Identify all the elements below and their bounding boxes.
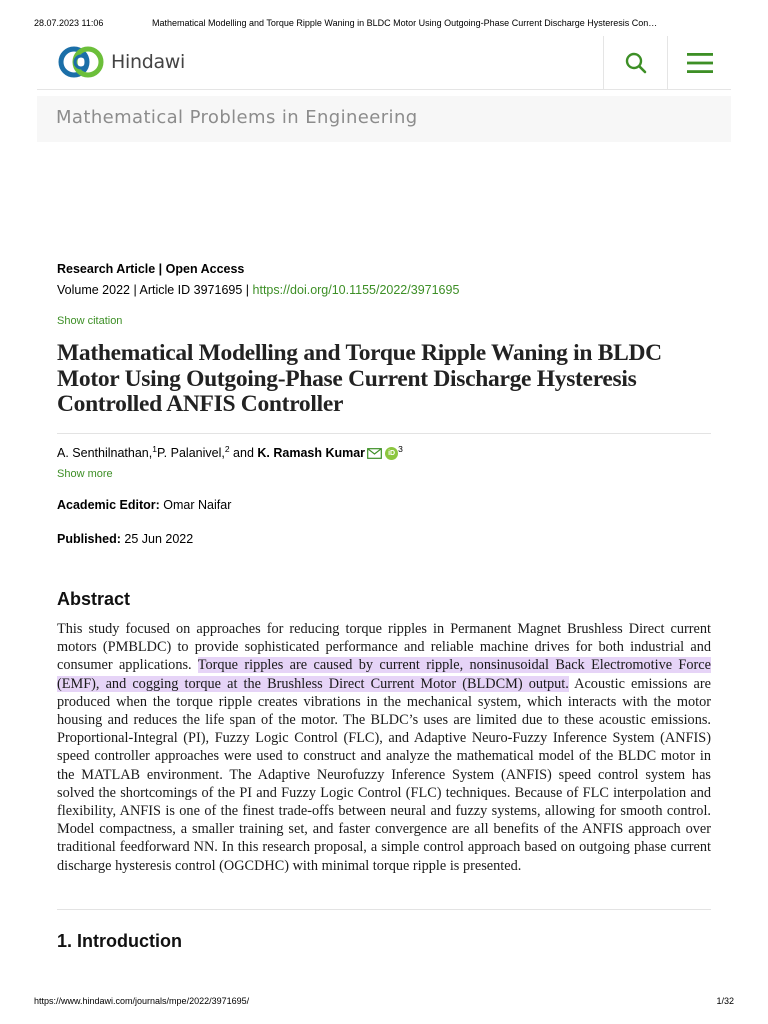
editor-name: Omar Naifar [159,498,232,512]
divider [57,909,711,910]
show-more-link[interactable]: Show more [57,468,113,480]
search-button[interactable] [603,36,667,89]
affiliation-sup: 1 [152,444,157,454]
print-title: Mathematical Modelling and Torque Ripple Waning in BLDC Motor Using Outgoing-Phase Current Discharge Hysteresis Con… [152,18,658,28]
search-icon [624,51,648,75]
abstract-text [57,620,711,875]
abstract-text-part: This study focused on approaches for reducing torque ripples in Permanent Magnet Brushless Direct current motors (PMBLDC) to provide sophisticated performance and reliable machine drives for both industrial and consumer applications. [57,621,711,674]
print-header [0,0,768,30]
author-name[interactable]: A. Senthilnathan, [57,446,153,460]
print-footer [0,994,768,1024]
hindawi-logo[interactable] [57,44,185,80]
journal-banner [37,96,731,142]
orcid-icon[interactable]: iD [385,447,398,460]
print-date: 28.07.2023 11:06 [34,18,104,28]
logo-text: Hindawi [111,51,186,73]
divider [57,433,711,434]
introduction-heading: 1. Introduction [57,931,182,951]
affiliation-sup: 2 [224,444,230,454]
mail-icon[interactable] [367,448,382,459]
print-page-number: 1/32 [716,996,734,1006]
show-citation-link[interactable]: Show citation [57,315,123,327]
abstract-text-part: Acoustic emissions are produced when the torque ripple creates vibrations in the mechanical system, which interacts with the motor housing and reduces the life span of the motor. The BLDC’s uses are limited due to these acoustic emissions. Proportional-Integral (PI), Fuzzy Logic Control (FLC), and Adaptive Neuro-Fuzzy Inference System (ANFIS) speed controller approaches were used to construct and analyze the mathematical model of the BLDC motor in the MATLAB environment. The Adaptive Neurofuzzy Inference System (ANFIS) speed control system has solved the shortcomings of the PI and Fuzzy Logic Control (FLC) techniques. Because of FLC interpolation and flexibility, ANFIS is one of the finest trade-offs between neural and fuzzy systems, allowing for smooth control. Model compactness, a smaller training set, and faster convergence are all benefits of the ANFIS approach over traditional feedforward NN. In this research proposal, a simple control approach based on outgoing phase current discharge hysteresis control (OGCDHC) with minimal torque ripple is presented. [57,675,711,874]
article-title: Mathematical Modelling and Torque Ripple Waning in BLDC Motor Using Outgoing-Phase Current Discharge Hysteresis Controlled ANFIS Controller [57,340,662,417]
site-header [37,36,731,90]
published-date [57,532,193,546]
published-value: 25 Jun 2022 [120,532,194,546]
author-conjunction: and [229,446,258,460]
hamburger-icon [687,52,713,74]
volume-info: Volume 2022 | Article ID 3971695 | [57,283,253,297]
journal-name[interactable]: Mathematical Problems in Engineering [56,107,418,128]
print-url: https://www.hindawi.com/journals/mpe/2022/3971695/ [34,996,250,1006]
hindawi-rings-icon [57,44,107,80]
menu-button[interactable] [667,36,731,89]
published-label: Published: [57,532,121,546]
affiliation-sup: 3 [398,444,403,454]
editor-label: Academic Editor: [57,498,160,512]
academic-editor [57,498,231,512]
doi-link[interactable]: https://doi.org/10.1155/2022/3971695 [252,283,460,297]
author-list [57,446,403,460]
abstract-heading: Abstract [57,589,131,609]
abstract-highlighted-text: Torque ripples are caused by current ripple, nonsinusoidal Back Electromotive Force (EMF), and cogging torque at the Brushless Direct Current Motor (BLDCM) output. [57,657,711,692]
author-name[interactable]: P. Palanivel, [156,446,225,460]
volume-line [57,283,459,297]
corresponding-author-name[interactable]: K. Ramash Kumar [257,446,366,460]
article-type: Research Article | Open Access [57,262,245,276]
